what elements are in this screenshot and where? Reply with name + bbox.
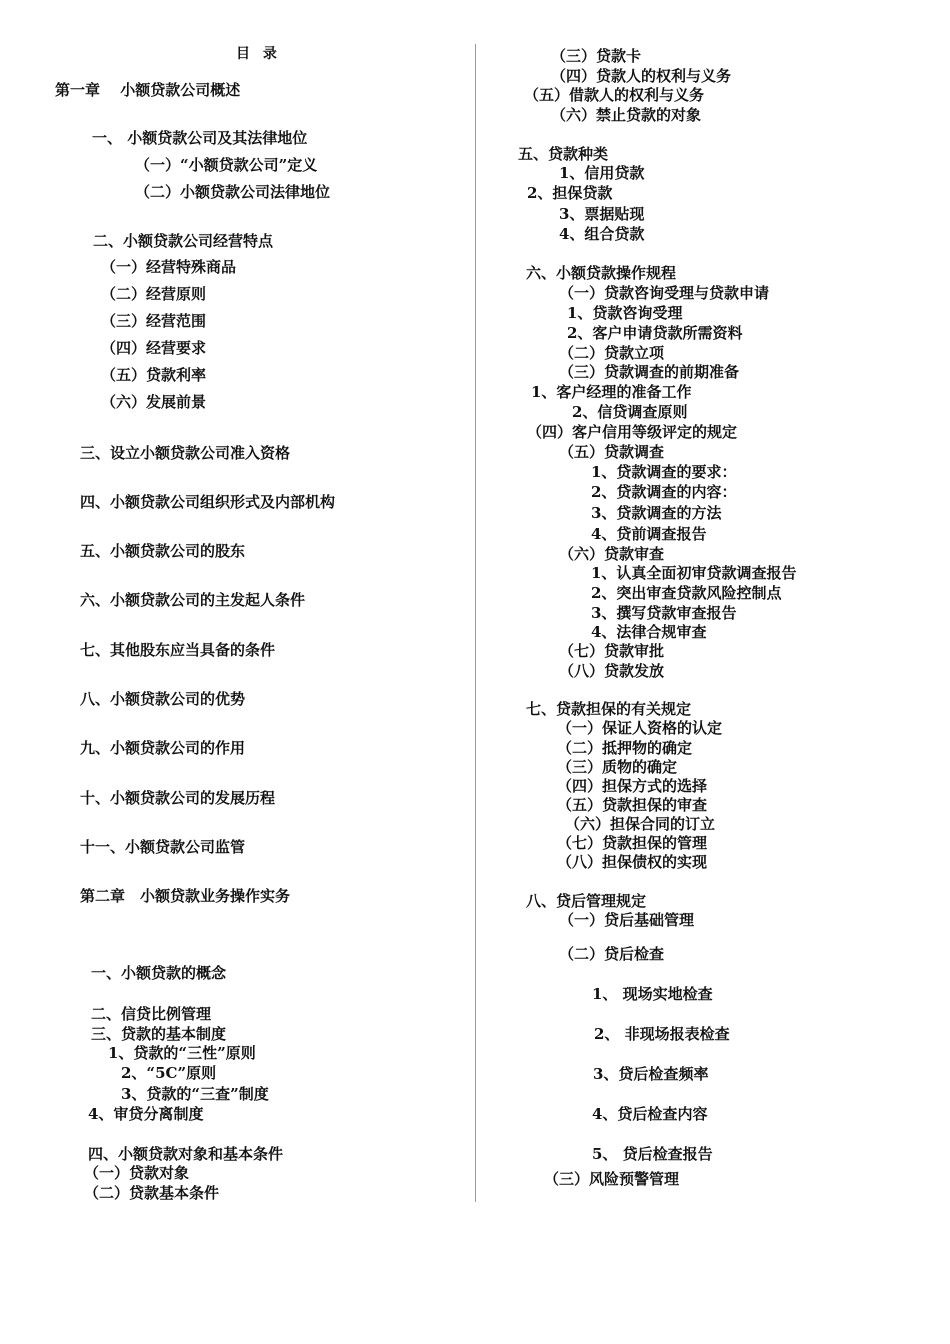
toc-entry: 六、小额贷款操作规程: [526, 264, 677, 282]
toc-entry: （三）经营范围: [101, 312, 207, 330]
toc-entry: （二）抵押物的确定: [557, 739, 693, 757]
toc-entry: 2、信贷调查原则: [572, 403, 688, 421]
toc-entry: 2、 非现场报表检查: [594, 1025, 730, 1043]
toc-entry: 五、贷款种类: [518, 145, 609, 163]
toc-entry: 1、贷款调查的要求：: [591, 463, 737, 481]
toc-entry: 八、贷后管理规定: [526, 892, 647, 910]
toc-entry: 七、其他股东应当具备的条件: [80, 641, 276, 659]
toc-entry: 七、贷款担保的有关规定: [526, 700, 692, 718]
toc-entry: 2、贷款调查的内容：: [591, 483, 737, 501]
toc-entry: （七）贷款担保的管理: [557, 834, 708, 852]
toc-entry: 2、“5C”原则: [121, 1064, 217, 1082]
toc-entry: 六、小额贷款公司的主发起人条件: [80, 591, 306, 609]
toc-title: 目 录: [236, 46, 281, 62]
toc-entry: （二）贷后检查: [559, 945, 665, 963]
toc-entry: 一、小额贷款的概念: [91, 964, 227, 982]
toc-entry: （三）质物的确定: [557, 758, 678, 776]
toc-entry: 1、客户经理的准备工作: [531, 383, 692, 401]
toc-left-column: [0, 0, 472, 1344]
toc-entry: 十一、小额贷款公司监管: [80, 838, 246, 856]
toc-entry: （六）发展前景: [101, 393, 207, 411]
toc-entry: 第一章 小额贷款公司概述: [55, 81, 241, 99]
toc-entry: 4、贷前调查报告: [591, 525, 707, 543]
toc-entry: 二、小额贷款公司经营特点: [93, 232, 274, 250]
toc-entry: （三）贷款卡: [551, 47, 642, 65]
toc-entry: （一）贷款对象: [84, 1164, 190, 1182]
toc-entry: 三、贷款的基本制度: [91, 1025, 227, 1043]
toc-entry: 第二章 小额贷款业务操作实务: [80, 887, 291, 905]
toc-entry: （五）贷款利率: [101, 366, 207, 384]
toc-entry: 3、贷款调查的方法: [591, 504, 722, 522]
toc-entry: （四）经营要求: [101, 339, 207, 357]
toc-entry: 2、担保贷款: [527, 184, 613, 202]
column-divider: [475, 44, 476, 1202]
toc-entry: （八）贷款发放: [559, 662, 665, 680]
toc-entry: 一、 小额贷款公司及其法律地位: [92, 129, 308, 147]
toc-entry: （四）客户信用等级评定的规定: [527, 423, 738, 441]
toc-entry: 3、撰写贷款审查报告: [591, 604, 737, 622]
toc-entry: 五、小额贷款公司的股东: [80, 542, 246, 560]
toc-entry: （一）贷款咨询受理与贷款申请: [559, 284, 770, 302]
toc-entry: （八）担保债权的实现: [557, 853, 708, 871]
toc-entry: 1、信用贷款: [559, 164, 645, 182]
toc-entry: （五）贷款调查: [559, 443, 665, 461]
toc-entry: 1、贷款的“三性”原则: [108, 1044, 256, 1062]
toc-entry: （二）小额贷款公司法律地位: [135, 183, 331, 201]
toc-entry: 八、小额贷款公司的优势: [80, 690, 246, 708]
toc-entry: 1、贷款咨询受理: [567, 304, 683, 322]
toc-entry: （六）担保合同的订立: [565, 815, 716, 833]
toc-entry: 3、票据贴现: [559, 205, 645, 223]
toc-entry: 3、贷款的“三查”制度: [121, 1085, 269, 1103]
toc-entry: （七）贷款审批: [559, 642, 665, 660]
toc-entry: （三）贷款调查的前期准备: [559, 363, 740, 381]
toc-entry: （三）风险预警管理: [544, 1170, 680, 1188]
toc-entry: 二、信贷比例管理: [91, 1005, 212, 1023]
toc-entry: 2、客户申请贷款所需资料: [567, 324, 743, 342]
toc-entry: （六）禁止贷款的对象: [551, 106, 702, 124]
toc-entry: （二）经营原则: [101, 285, 207, 303]
toc-entry: 三、设立小额贷款公司准入资格: [80, 444, 291, 462]
toc-entry: 4、组合贷款: [559, 225, 645, 243]
toc-entry: 2、突出审查贷款风险控制点: [591, 584, 782, 602]
toc-entry: （四）贷款人的权利与义务: [551, 67, 732, 85]
toc-entry: 3、贷后检查频率: [593, 1065, 709, 1083]
toc-entry: 5、 贷后检查报告: [592, 1145, 713, 1163]
toc-entry: 十、小额贷款公司的发展历程: [80, 789, 276, 807]
toc-entry: 1、认真全面初审贷款调查报告: [591, 564, 797, 582]
toc-entry: （六）贷款审查: [559, 545, 665, 563]
toc-entry: （二）贷款立项: [559, 344, 665, 362]
toc-entry: （四）担保方式的选择: [557, 777, 708, 795]
toc-entry: 四、小额贷款公司组织形式及内部机构: [80, 493, 336, 511]
toc-entry: 四、小额贷款对象和基本条件: [88, 1145, 284, 1163]
toc-entry: （一）保证人资格的认定: [557, 719, 723, 737]
toc-entry: （二）贷款基本条件: [84, 1184, 220, 1202]
toc-entry: （一）贷后基础管理: [559, 911, 695, 929]
toc-entry: （一）经营特殊商品: [101, 258, 237, 276]
toc-entry: （一）“小额贷款公司”定义: [135, 156, 318, 174]
toc-right-column: [478, 0, 950, 1344]
toc-entry: 九、小额贷款公司的作用: [80, 739, 246, 757]
toc-entry: （五）贷款担保的审查: [557, 796, 708, 814]
toc-entry: 4、法律合规审查: [591, 623, 707, 641]
toc-entry: 4、贷后检查内容: [592, 1105, 708, 1123]
toc-entry: 1、 现场实地检查: [592, 985, 713, 1003]
toc-entry: （五）借款人的权利与义务: [524, 86, 705, 104]
toc-entry: 4、审贷分离制度: [88, 1105, 204, 1123]
